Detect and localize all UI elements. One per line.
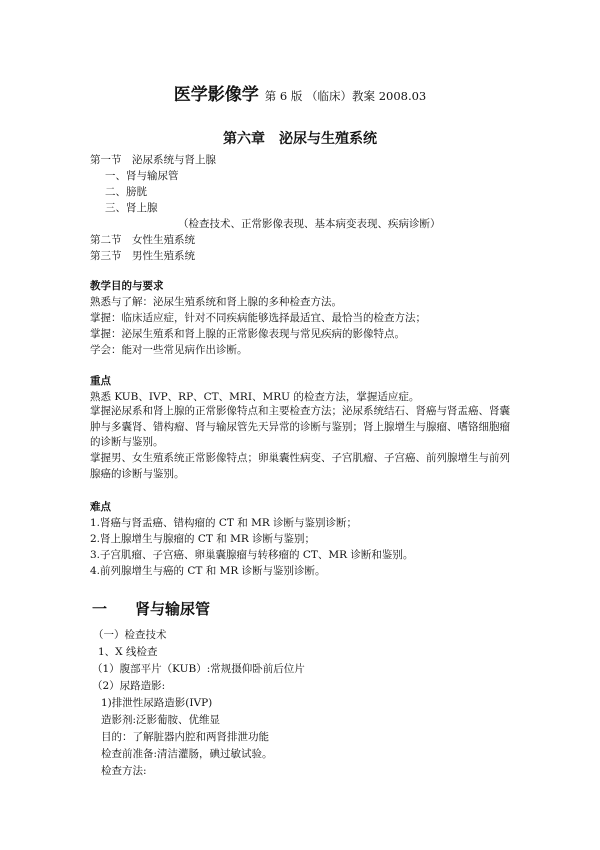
- toc-item: 第一节 泌尿系统与肾上腺: [90, 154, 216, 166]
- objective-item: 学会：能对一些常见病作出诊断。: [90, 344, 248, 356]
- objective-item: 熟悉与了解：泌尿生殖系统和肾上腺的多种检查方法。: [90, 296, 342, 308]
- difficulty-item: 4.前列腺增生与癌的 CT 和 MR 诊断与鉴别诊断。: [90, 565, 326, 577]
- toc-item: 二、膀胱: [105, 186, 147, 198]
- content-line: 检查前准备:清洁灌肠，碘过敏试验。: [101, 748, 273, 760]
- objective-item: 掌握：泌尿生殖系和肾上腺的正常影像表现与常见疾病的影像特点。: [90, 328, 405, 340]
- content-line: 1、X 线检查: [98, 646, 158, 658]
- section-title: 肾与输尿管: [135, 600, 211, 618]
- key-points-heading: 重点: [90, 375, 111, 387]
- objectives-heading: 教学目的与要求: [90, 280, 164, 292]
- toc-item: 一、肾与输尿管: [105, 170, 179, 182]
- difficulty-item: 3.子宫肌瘤、子宫癌、卵巢囊腺瘤与转移瘤的 CT、MR 诊断和鉴别。: [90, 549, 414, 561]
- toc-item: 第三节 男性生殖系统: [90, 250, 195, 262]
- content-line: 1)排泄性尿路造影(IVP): [101, 697, 213, 709]
- toc-item: 三、肾上腺: [105, 202, 158, 214]
- content-line: （一）检查技术: [93, 629, 167, 641]
- key-point-item: 熟悉 KUB、IVP、RP、CT、MRI、MRU 的检查方法，掌握适应症。: [90, 391, 420, 403]
- key-point-item: 掌握男、女生殖系统正常影像特点；卵巢囊性病变、子宫肌瘤、子宫癌、前列腺增生与前列腺癌的诊断与鉴别。: [90, 452, 510, 480]
- content-line: （1）腹部平片（KUB）:常规摄仰卧前后位片: [92, 663, 305, 675]
- chapter-heading: 第六章 泌尿与生殖系统: [223, 131, 377, 147]
- section-number: 一: [92, 600, 108, 618]
- key-point-item: 掌握泌尿系和肾上腺的正常影像特点和主要检查方法；泌尿系统结石、肾癌与肾盂癌、肾囊肿与多囊肾、错构瘤、肾与输尿管先天异常的诊断与鉴别；肾上腺增生与腺瘤、嗜铬细胞瘤的诊断与鉴别。: [90, 405, 510, 448]
- difficulty-item: 1.肾癌与肾盂癌、错构瘤的 CT 和 MR 诊断与鉴别诊断；: [90, 517, 358, 529]
- toc-note: （检查技术、正常影像表现、基本病变表现、疾病诊断）: [178, 218, 441, 230]
- content-line: 检查方法:: [101, 765, 147, 777]
- toc-item: 第二节 女性生殖系统: [90, 234, 195, 246]
- objective-item: 掌握：临床适应症，针对不同疾病能够选择最适宜、最恰当的检查方法；: [90, 312, 426, 324]
- difficulties-heading: 难点: [90, 501, 111, 513]
- title-subtitle: 第 6 版 （临床）教案 2008.03: [264, 89, 427, 103]
- document-title: [0, 80, 600, 105]
- section-heading: [92, 598, 210, 619]
- difficulty-item: 2.肾上腺增生与腺瘤的 CT 和 MR 诊断与鉴别；: [90, 533, 316, 545]
- content-line: 目的：了解脏器内腔和两肾排泄功能: [101, 731, 269, 743]
- content-line: （2）尿路造影:: [92, 680, 166, 692]
- title-main: 医学影像学: [173, 85, 259, 105]
- content-line: 造影剂:泛影葡胺、优维显: [101, 714, 221, 726]
